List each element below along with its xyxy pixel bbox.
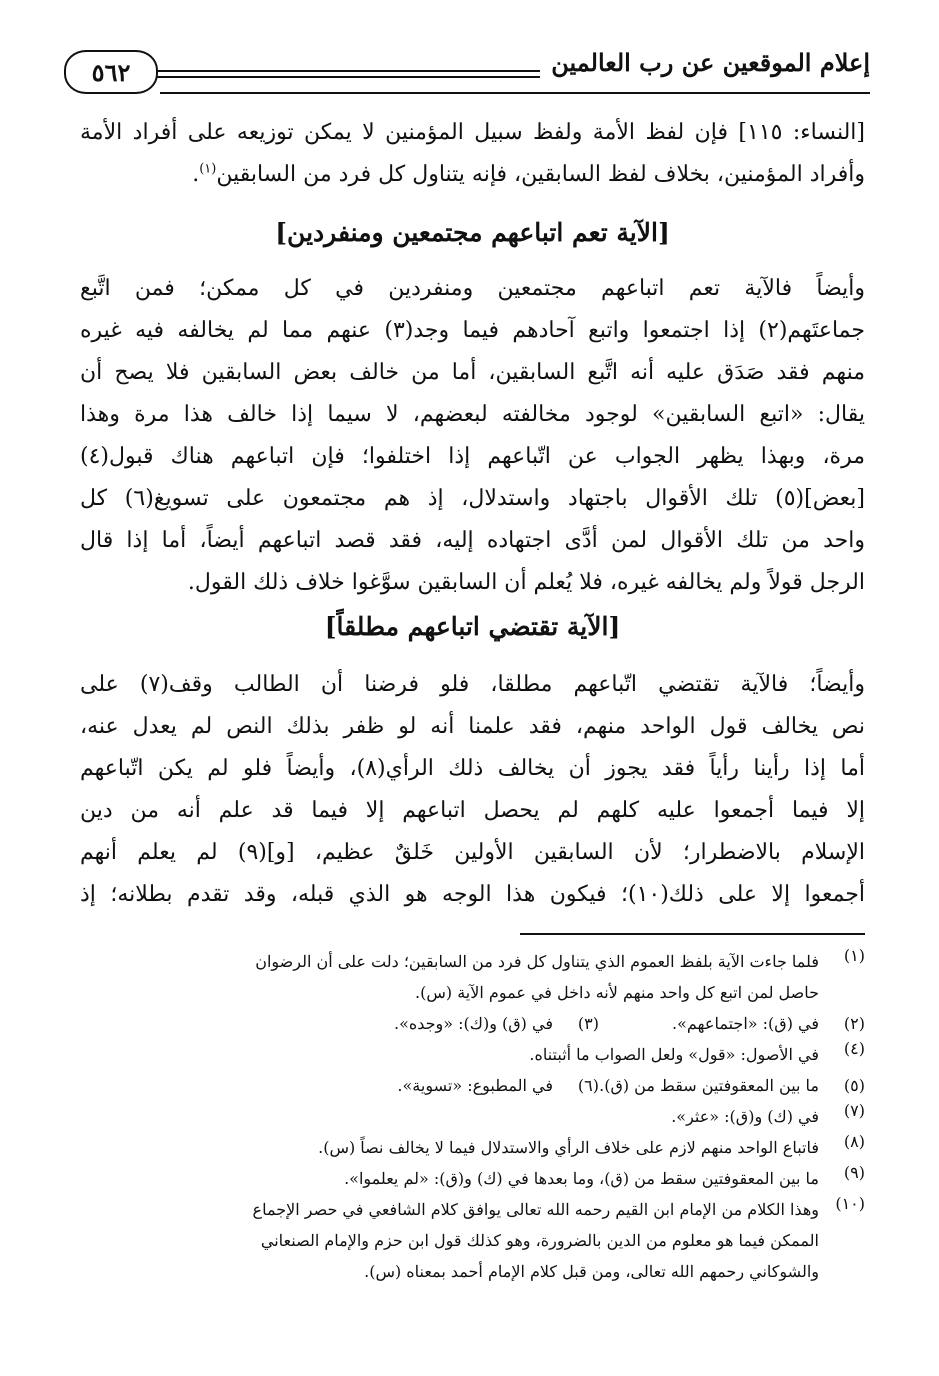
header-underline	[160, 92, 870, 94]
footnote-9	[80, 1163, 865, 1194]
section-heading: [الآية تقتضي اتباعهم مطلقاً]	[324, 612, 621, 641]
running-title: إعلام الموقعين عن رب العالمين	[551, 48, 870, 77]
footnote-4	[80, 1039, 865, 1070]
footnote-text: في (ك) و(ق): «عثر».	[671, 1107, 819, 1126]
page-number: ٥٦٢	[64, 50, 158, 94]
footnotes	[80, 946, 865, 1287]
footnote-text: حاصل لمن اتبع كل واحد منهم لأنه داخل في عموم الآية (س).	[415, 983, 819, 1002]
text-line: نص يخالف قول الواحد منهم، فقد علمنا أنه لو ظفر بذلك النص لم يعدل عنه،	[80, 714, 865, 739]
text-line: وأفراد المؤمنين، بخلاف لفظ السابقين، فإنه يتناول كل فرد من السابقين$^{(١)}$.	[192, 161, 865, 187]
footnote-number: (٦)	[577, 1076, 599, 1095]
section-heading: [الآية تعم اتباعهم مجتمعين ومنفردين]	[275, 218, 670, 247]
text-line: الرجل قولاً ولم يخالفه غيره، فلا يُعلم أن السابقين سوَّغوا خلاف ذلك القول.	[187, 570, 865, 595]
footnote-text: في (ق): «اجتماعهم».	[672, 1014, 819, 1033]
footnote-number: (٢)	[843, 1014, 865, 1033]
footnote-text: ما بين المعقوفتين سقط من (ق)، وما بعدها في (ك) و(ق): «لم يعلموا».	[344, 1169, 819, 1188]
footnote-text: فلما جاءت الآية بلفظ العموم الذي يتناول كل فرد من السابقين؛ دلت على أن الرضوان	[255, 952, 819, 971]
footnote-text: في المطبوع: «تسوية».	[397, 1076, 553, 1095]
text-line: وأيضاً فالآية تعم اتباعهم مجتمعين ومنفردين في كل ممكن؛ فمن اتَّبع	[80, 276, 865, 301]
text-line: أما إذا رأينا رأياً فقد يجوز أن يخالف ذلك الرأي(٨)، وأيضاً فلو لم يكن اتّباعهم	[80, 756, 865, 781]
text-line: يقال: «اتبع السابقين» لوجود مخالفته لبعضهم، لا سيما إذا خالف هذا مرة وهذا	[80, 402, 865, 427]
footnote-number: (٨)	[843, 1132, 865, 1151]
footnote-8	[80, 1132, 865, 1163]
paragraph-1	[80, 112, 865, 196]
footnote-number: (٣)	[577, 1014, 599, 1033]
footnote-number: (١٠)	[835, 1194, 865, 1213]
text-line: الإسلام بالاضطرار؛ لأن السابقين الأولين خَلقٌ عظيم، [و](٩) لم يعلم أنهم	[80, 840, 865, 865]
text-line: واحد من تلك الأقوال لمن أدَّى اجتهاده إليه، فقد قصد اتباعهم أيضاً، أما إذا قال	[80, 528, 865, 553]
footnote-ref: (١)	[199, 161, 217, 177]
text-line: [النساء: ١١٥] فإن لفظ الأمة ولفظ سبيل المؤمنين لا يمكن توزيعه على أفراد الأمة	[80, 120, 865, 145]
footnote-text: في (ق) و(ك): «وجده».	[394, 1014, 553, 1033]
footnote-number: (٤)	[843, 1039, 865, 1058]
footnote-number: (٩)	[843, 1163, 865, 1182]
footnote-text: ما بين المعقوفتين سقط من (ق).	[599, 1076, 819, 1095]
footnote-number: (٧)	[843, 1101, 865, 1120]
text-line: وأيضاً؛ فالآية تقتضي اتّباعهم مطلقا، فلو فرضنا أن الطالب وقف(٧) على	[80, 672, 865, 697]
footnote-text: الممكن فيما هو معلوم من الدين بالضرورة، وهو كذلك قول ابن حزم والإمام الصنعاني	[260, 1231, 819, 1250]
text-line: أجمعوا إلا على ذلك(١٠)؛ فيكون هذا الوجه هو الذي قبله، وقد تقدم بطلانه؛ إذ	[80, 882, 865, 907]
footnote-row-2-3	[80, 1008, 865, 1039]
footnote-text: فاتباع الواحد منهم لازم على خلاف الرأي والاستدلال فيما لا يخالف نصاً (س).	[318, 1138, 819, 1157]
text-line: إلا فيما أجمعوا عليه كلهم لم يحصل اتباعهم إلا فيما قد علم أنه من دين	[80, 798, 865, 823]
text-line: جماعتَهم(٢) إذا اجتمعوا واتبع آحادهم فيما وجد(٣) عنهم مما لم يخالفه فيه غيره	[80, 318, 865, 343]
text-line: [بعض](٥) تلك الأقوال باجتهاد واستدلال، إذ هم مجتمعون على تسويغ(٦) كل	[80, 486, 865, 511]
footnote-10	[80, 1194, 865, 1287]
footnote-text: في الأصول: «قول» ولعل الصواب ما أثبتناه.	[529, 1045, 819, 1064]
footnote-7	[80, 1101, 865, 1132]
page-header	[70, 40, 870, 100]
footnote-number: (١)	[843, 946, 865, 965]
footnote-number: (٥)	[843, 1076, 865, 1095]
footnote-text: والشوكاني رحمهم الله تعالى، ومن قبل كلام الإمام أحمد بمعناه (س).	[364, 1262, 819, 1281]
paragraph-3	[80, 664, 865, 916]
footnote-1	[80, 946, 865, 1008]
text-line: منهم فقد صَدَق عليه أنه اتَّبع السابقين، أما من خالف بعض السابقين فلا يصح أن	[80, 360, 865, 385]
footnote-separator	[520, 933, 865, 935]
paragraph-2	[80, 268, 865, 604]
text-line: مرة، وبهذا يظهر الجواب عن اتّباعهم إذا اختلفوا؛ فإن اتباعهم هناك قبول(٤)	[80, 444, 865, 469]
footnote-text: وهذا الكلام من الإمام ابن القيم رحمه الله تعالى يوافق كلام الشافعي في حصر الإجماع	[252, 1200, 819, 1219]
footnote-row-5-6	[80, 1070, 865, 1101]
